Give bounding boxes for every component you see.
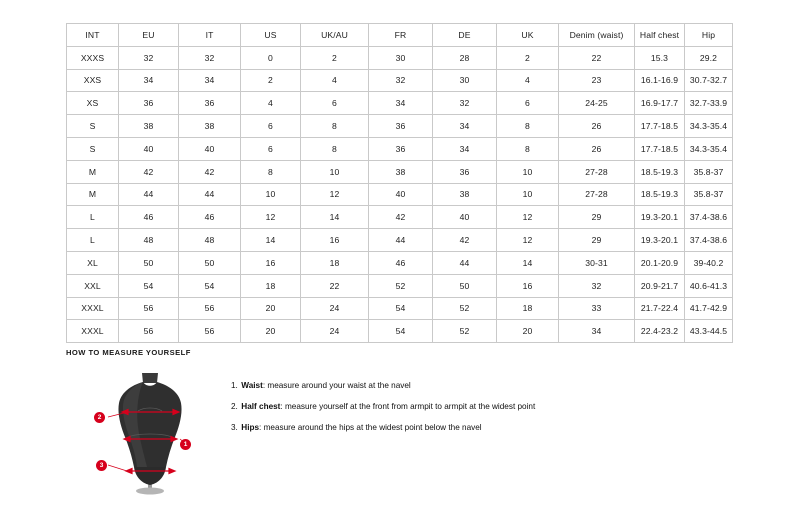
table-cell-size-label: XXS [67,69,119,92]
table-cell: 54 [179,274,241,297]
table-cell: 40 [433,206,497,229]
table-cell: 16.9-17.7 [635,92,685,115]
table-cell: 56 [179,320,241,343]
table-row [67,69,733,92]
table-cell-size-label: XXXL [67,297,119,320]
table-row [67,229,733,252]
table-cell: 52 [369,274,433,297]
table-cell: 20.9-21.7 [635,274,685,297]
table-cell: 20 [241,297,301,320]
table-header-cell: Half chest [635,24,685,47]
table-cell: 54 [119,274,179,297]
table-cell: 39-40.2 [685,251,733,274]
table-cell: 19.3-20.1 [635,229,685,252]
table-row [67,46,733,69]
table-cell: 18 [241,274,301,297]
table-cell-size-label: L [67,206,119,229]
table-cell: 22.4-23.2 [635,320,685,343]
table-cell: 14 [301,206,369,229]
table-cell: 16 [497,274,559,297]
table-cell: 17.7-18.5 [635,137,685,160]
marker-2: 2 [94,412,105,423]
table-cell: 36 [369,115,433,138]
table-row [67,137,733,160]
table-cell: 32 [179,46,241,69]
table-cell: 8 [497,115,559,138]
table-cell: 6 [301,92,369,115]
table-cell: 4 [497,69,559,92]
table-cell: 16.1-16.9 [635,69,685,92]
table-cell: 32 [433,92,497,115]
table-row [67,92,733,115]
measure-note-number: 3. [231,422,238,432]
table-cell: 44 [179,183,241,206]
how-to-measure-body [66,367,732,497]
measure-notes [231,367,535,444]
table-cell: 32 [559,274,635,297]
table-cell: 23 [559,69,635,92]
measure-note-term: Hips [241,422,260,432]
mannequin-figure [94,367,209,497]
table-cell: 38 [433,183,497,206]
table-cell: 8 [301,115,369,138]
table-cell-size-label: M [67,183,119,206]
table-cell: 20 [497,320,559,343]
table-cell: 38 [179,115,241,138]
table-cell: 44 [119,183,179,206]
table-cell: 52 [433,297,497,320]
size-table-container [66,23,732,343]
marker-1: 1 [180,439,191,450]
table-cell: 27-28 [559,183,635,206]
table-header-cell: IT [179,24,241,47]
table-cell: 42 [179,160,241,183]
table-cell: 40 [369,183,433,206]
measure-note-text: : measure around your waist at the navel [262,381,411,390]
table-row [67,251,733,274]
table-cell: 18.5-19.3 [635,160,685,183]
table-cell: 6 [497,92,559,115]
table-cell: 34 [559,320,635,343]
table-cell: 42 [433,229,497,252]
table-row [67,297,733,320]
table-cell: 42 [369,206,433,229]
table-cell: 48 [119,229,179,252]
table-cell: 16 [301,229,369,252]
table-cell: 21.7-22.4 [635,297,685,320]
table-cell: 18.5-19.3 [635,183,685,206]
table-cell: 46 [369,251,433,274]
table-cell: 4 [241,92,301,115]
table-header-row [67,24,733,47]
marker-3: 3 [96,460,107,471]
table-cell: 34 [179,69,241,92]
mannequin-illustration [94,367,209,497]
table-cell-size-label: XXXS [67,46,119,69]
table-cell: 28 [433,46,497,69]
table-header-cell: UK/AU [301,24,369,47]
table-cell: 36 [433,160,497,183]
table-cell: 30.7-32.7 [685,69,733,92]
table-cell: 24 [301,320,369,343]
table-cell: 54 [369,297,433,320]
how-to-measure-section [66,348,732,497]
table-cell: 34 [433,137,497,160]
table-cell: 10 [497,183,559,206]
table-cell: 14 [241,229,301,252]
measure-note-term: Waist [241,381,263,390]
table-cell-size-label: L [67,229,119,252]
measure-note-number: 1. [231,381,238,390]
table-cell: 32.7-33.9 [685,92,733,115]
table-header-cell: EU [119,24,179,47]
table-cell: 4 [301,69,369,92]
table-cell-size-label: XXL [67,274,119,297]
table-cell-size-label: S [67,137,119,160]
table-header-cell: Denim (waist) [559,24,635,47]
table-cell: 19.3-20.1 [635,206,685,229]
table-cell: 26 [559,115,635,138]
table-cell: 12 [497,229,559,252]
table-cell: 30 [369,46,433,69]
table-cell-size-label: XXXL [67,320,119,343]
table-cell: 12 [497,206,559,229]
table-cell: 12 [301,183,369,206]
size-table [66,23,733,343]
table-cell: 27-28 [559,160,635,183]
table-cell: 32 [369,69,433,92]
table-cell-size-label: M [67,160,119,183]
table-cell: 10 [301,160,369,183]
table-cell: 34 [433,115,497,138]
table-header-cell: INT [67,24,119,47]
table-cell: 15.3 [635,46,685,69]
size-table-body [67,46,733,342]
table-cell: 8 [497,137,559,160]
table-cell: 10 [497,160,559,183]
table-cell: 29 [559,229,635,252]
table-row [67,115,733,138]
table-cell: 20 [241,320,301,343]
table-cell: 6 [241,115,301,138]
table-cell: 36 [179,92,241,115]
table-row [67,274,733,297]
measure-note-text: : measure yourself at the front from armpit to armpit at the widest point [280,401,536,411]
table-cell: 40 [119,137,179,160]
table-cell: 34.3-35.4 [685,115,733,138]
table-cell: 29 [559,206,635,229]
table-cell: 14 [497,251,559,274]
table-cell: 46 [119,206,179,229]
table-cell: 2 [497,46,559,69]
table-cell-size-label: XS [67,92,119,115]
table-cell: 20.1-20.9 [635,251,685,274]
measure-note-text: : measure around the hips at the widest point below the navel [259,422,482,432]
table-cell: 34 [119,69,179,92]
how-to-measure-title: HOW TO MEASURE YOURSELF [66,348,191,357]
table-cell: 37.4-38.6 [685,229,733,252]
table-cell: 22 [301,274,369,297]
table-cell: 40.6-41.3 [685,274,733,297]
measure-note [231,381,535,391]
table-cell: 50 [433,274,497,297]
table-cell: 18 [497,297,559,320]
table-cell: 16 [241,251,301,274]
table-cell: 22 [559,46,635,69]
table-cell: 36 [369,137,433,160]
table-cell: 52 [433,320,497,343]
table-cell: 2 [241,69,301,92]
table-cell: 56 [119,297,179,320]
table-cell: 18 [301,251,369,274]
table-cell: 56 [179,297,241,320]
table-cell: 32 [119,46,179,69]
table-cell: 30-31 [559,251,635,274]
table-cell: 10 [241,183,301,206]
table-cell: 37.4-38.6 [685,206,733,229]
table-cell: 38 [119,115,179,138]
measure-note-term: Half chest [241,401,281,411]
table-cell: 34.3-35.4 [685,137,733,160]
size-table-head [67,24,733,47]
table-cell: 26 [559,137,635,160]
table-cell: 35.8-37 [685,160,733,183]
table-cell: 8 [301,137,369,160]
table-cell: 54 [369,320,433,343]
table-row [67,206,733,229]
table-cell-size-label: XL [67,251,119,274]
table-row [67,320,733,343]
table-cell: 38 [369,160,433,183]
table-cell: 24-25 [559,92,635,115]
measure-note-number: 2. [231,401,238,411]
table-header-cell: FR [369,24,433,47]
table-cell: 42 [119,160,179,183]
table-cell: 50 [179,251,241,274]
table-cell: 36 [119,92,179,115]
table-cell: 29.2 [685,46,733,69]
table-row [67,160,733,183]
table-cell: 34 [369,92,433,115]
table-cell: 2 [301,46,369,69]
measure-note [231,423,535,433]
table-cell: 0 [241,46,301,69]
table-header-cell: Hip [685,24,733,47]
table-cell: 35.8-37 [685,183,733,206]
table-row [67,183,733,206]
measure-note [231,402,535,412]
table-cell: 43.3-44.5 [685,320,733,343]
table-header-cell: UK [497,24,559,47]
table-cell: 30 [433,69,497,92]
table-cell: 41.7-42.9 [685,297,733,320]
table-cell: 6 [241,137,301,160]
table-cell: 24 [301,297,369,320]
table-header-cell: US [241,24,301,47]
table-cell: 33 [559,297,635,320]
table-cell: 44 [433,251,497,274]
table-cell-size-label: S [67,115,119,138]
table-header-cell: DE [433,24,497,47]
table-cell: 50 [119,251,179,274]
table-cell: 46 [179,206,241,229]
table-cell: 44 [369,229,433,252]
table-cell: 56 [119,320,179,343]
table-cell: 17.7-18.5 [635,115,685,138]
table-cell: 12 [241,206,301,229]
table-cell: 48 [179,229,241,252]
table-cell: 8 [241,160,301,183]
table-cell: 40 [179,137,241,160]
